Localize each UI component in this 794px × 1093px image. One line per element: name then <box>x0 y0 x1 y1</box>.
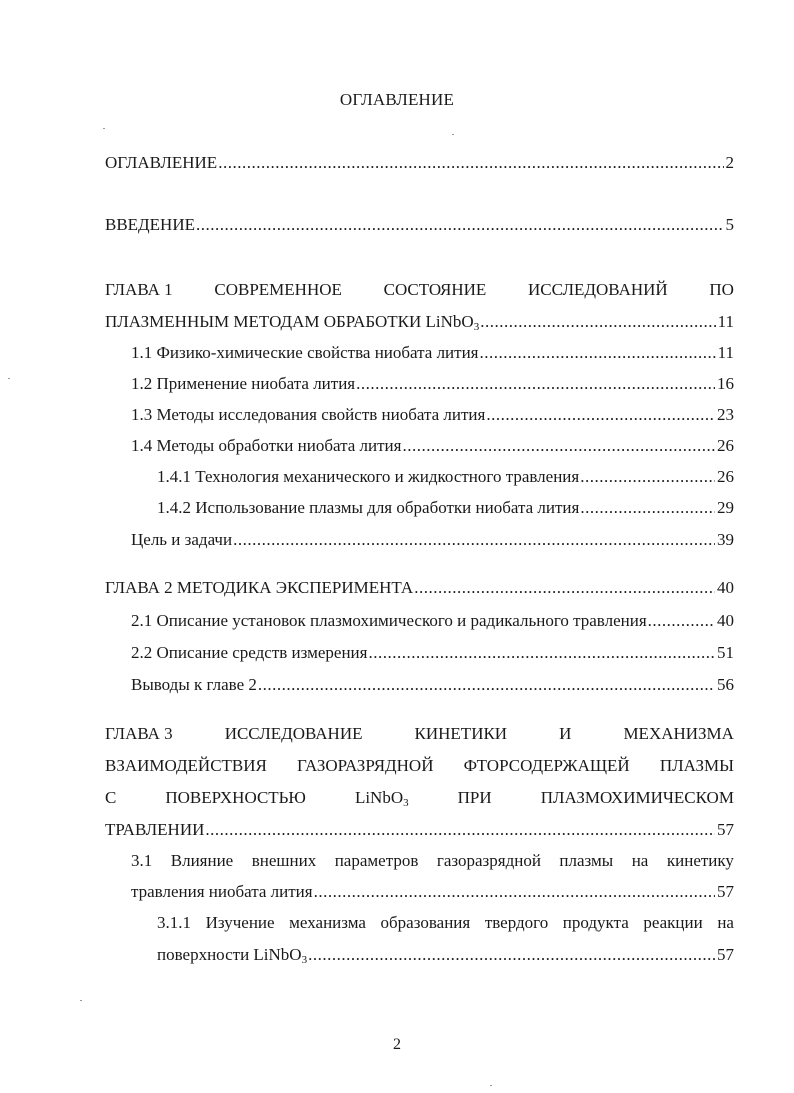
toc-entry-text: Выводы к главе 2 <box>131 675 257 694</box>
heading-word: ПОВЕРХНОСТЬЮ <box>165 788 306 807</box>
heading-word: С <box>105 788 117 807</box>
toc-entry-text: 1.4 Методы обработки ниобата лития <box>131 436 402 455</box>
heading-word: внешних <box>251 851 317 870</box>
heading-word: параметров <box>334 851 419 870</box>
toc-entry-chapter-3-line-4[interactable] <box>105 820 734 840</box>
leader-dots <box>308 945 715 965</box>
heading-word: образования <box>380 913 471 932</box>
toc-entry-conclusions-2[interactable] <box>131 675 734 695</box>
toc-page-number: 57 <box>717 882 734 901</box>
toc-entry-text: 2.1 Описание установок плазмохимического и радикального травления <box>131 611 647 630</box>
leader-dots <box>486 405 715 425</box>
toc-page-number: 2 <box>725 153 734 172</box>
leader-dots <box>314 882 715 902</box>
toc-page-number: 56 <box>717 675 734 694</box>
heading-word: ГЛАВА 1 <box>105 280 173 299</box>
heading-word: ГАЗОРАЗРЯДНОЙ <box>297 756 434 775</box>
scan-speck <box>452 134 454 135</box>
heading-text: ПЛАЗМЕННЫМ МЕТОДАМ ОБРАБОТКИ LiNbO <box>105 312 474 331</box>
toc-entry-2-2[interactable] <box>131 643 734 663</box>
toc-entry-text: ГЛАВА 2 МЕТОДИКА ЭКСПЕРИМЕНТА <box>105 578 414 597</box>
subscript: 3 <box>301 954 308 966</box>
toc-page-number: 40 <box>717 611 734 630</box>
toc-entry-text: 2.2 Описание средств измерения <box>131 643 368 662</box>
toc-page-number: 26 <box>717 467 734 486</box>
toc-entry-text <box>157 945 307 965</box>
formula-text: LiNbO <box>354 788 404 807</box>
heading-word: твердого <box>484 913 549 932</box>
page-title: ОГЛАВЛЕНИЕ <box>339 90 455 109</box>
toc-entry-1-2[interactable] <box>131 374 734 394</box>
toc-entry-text: Цель и задачи <box>131 530 233 549</box>
toc-entry-3-1-1-line-1[interactable] <box>157 913 734 933</box>
toc-entry-text: 1.3 Методы исследования свойств ниобата лития <box>131 405 486 424</box>
toc-entry-1-1[interactable] <box>131 343 734 363</box>
toc-entry-text: 1.4.1 Технология механического и жидкостного травления <box>157 467 580 486</box>
heading-word: на <box>631 851 649 870</box>
toc-entry-text: 1.4.2 Использование плазмы для обработки ниобата лития <box>157 498 580 517</box>
leader-dots <box>402 436 715 456</box>
toc-entry-text: ТРАВЛЕНИИ <box>105 820 205 839</box>
toc-entry-1-4-1[interactable] <box>157 467 734 487</box>
scan-speck <box>8 378 10 379</box>
toc-entry-3-1-line-1[interactable] <box>131 851 734 871</box>
heading-word: ИССЛЕДОВАНИЕ <box>224 724 363 743</box>
leader-dots <box>258 675 715 695</box>
heading-word: механизма <box>289 913 366 932</box>
leader-dots <box>480 343 716 363</box>
leader-dots <box>196 215 724 235</box>
toc-entry-text: 1.2 Применение ниобата лития <box>131 374 356 393</box>
heading-word: Изучение <box>205 913 275 932</box>
toc-page-number: 57 <box>717 945 734 964</box>
leader-dots <box>580 467 715 487</box>
heading-word: 3.1.1 <box>157 913 191 932</box>
heading-word <box>355 788 409 808</box>
toc-entry-text: ОГЛАВЛЕНИЕ <box>105 153 218 172</box>
leader-dots <box>233 530 715 550</box>
toc-entry-chapter-3-line-3[interactable] <box>105 788 734 808</box>
scan-speck <box>490 1085 492 1086</box>
heading-word: МЕХАНИЗМА <box>623 724 734 743</box>
leader-dots <box>648 611 715 631</box>
toc-entry-chapter-3-line-2[interactable] <box>105 756 734 776</box>
toc-page-number: 23 <box>717 405 734 424</box>
leader-dots <box>356 374 715 394</box>
leader-dots <box>580 498 715 518</box>
heading-word: ПРИ <box>457 788 492 807</box>
heading-word: ПЛАЗМЫ <box>659 756 734 775</box>
toc-entry-text: 1.1 Физико-химические свойства ниобата лития <box>131 343 479 362</box>
leader-dots <box>480 312 715 332</box>
subscript: 3 <box>473 321 480 333</box>
toc-entry-1-4[interactable] <box>131 436 734 456</box>
heading-word: ФТОРСОДЕРЖАЩЕЙ <box>463 756 630 775</box>
toc-entry-chapter-1-line-2[interactable] <box>105 312 734 332</box>
scan-speck <box>103 128 105 129</box>
toc-entry-text <box>105 312 479 332</box>
heading-word: на <box>717 913 734 932</box>
heading-word: ПЛАЗМОХИМИЧЕСКОМ <box>540 788 734 807</box>
heading-word: СОСТОЯНИЕ <box>383 280 487 299</box>
subscript: 3 <box>403 797 409 809</box>
toc-entry-3-1-1-line-2[interactable] <box>157 945 734 965</box>
toc-page-number: 29 <box>717 498 734 517</box>
heading-word: продукта <box>562 913 629 932</box>
toc-entry-3-1-line-2[interactable] <box>131 882 734 902</box>
heading-word: кинетику <box>666 851 734 870</box>
toc-page-number: 11 <box>717 343 734 362</box>
toc-entry-chapter-2[interactable] <box>105 578 734 598</box>
toc-entry-oglavlenie[interactable] <box>105 153 734 173</box>
toc-entry-chapter-3-line-1[interactable] <box>105 724 734 744</box>
toc-entry-text: травления ниобата лития <box>131 882 313 901</box>
toc-page-number: 11 <box>717 312 734 331</box>
heading-word: Влияние <box>170 851 234 870</box>
scan-speck <box>80 1000 82 1001</box>
heading-word: ИССЛЕДОВАНИЙ <box>527 280 668 299</box>
leader-dots <box>414 578 715 598</box>
toc-entry-chapter-1-line-1[interactable] <box>105 280 734 300</box>
heading-text: поверхности LiNbO <box>157 945 302 964</box>
toc-entry-text: ВВЕДЕНИЕ <box>105 215 195 234</box>
toc-entry-1-3[interactable] <box>131 405 734 425</box>
heading-word: ПО <box>709 280 734 299</box>
heading-word: ВЗАИМОДЕЙСТВИЯ <box>105 756 267 775</box>
heading-word: И <box>559 724 572 743</box>
toc-entry-1-4-2[interactable] <box>157 498 734 518</box>
toc-page-number: 26 <box>717 436 734 455</box>
heading-word: газоразрядной <box>436 851 541 870</box>
toc-page-number: 51 <box>717 643 734 662</box>
toc-entry-2-1[interactable] <box>131 611 734 631</box>
toc-page-number: 57 <box>717 820 734 839</box>
heading-word: 3.1 <box>131 851 153 870</box>
heading-word: реакции <box>643 913 703 932</box>
toc-page-number: 39 <box>717 530 734 549</box>
page-number: 2 <box>393 1036 401 1053</box>
toc-page-number: 40 <box>717 578 734 597</box>
leader-dots <box>218 153 723 173</box>
leader-dots <box>368 643 715 663</box>
toc-page-number: 16 <box>717 374 734 393</box>
toc-entry-goal[interactable] <box>131 530 734 550</box>
heading-word: ГЛАВА 3 <box>105 724 173 743</box>
toc-entry-vvedenie[interactable] <box>105 215 734 235</box>
heading-word: КИНЕТИКИ <box>414 724 508 743</box>
toc-page-number: 5 <box>725 215 734 234</box>
heading-word: плазмы <box>559 851 614 870</box>
leader-dots <box>205 820 715 840</box>
heading-word: СОВРЕМЕННОЕ <box>214 280 342 299</box>
